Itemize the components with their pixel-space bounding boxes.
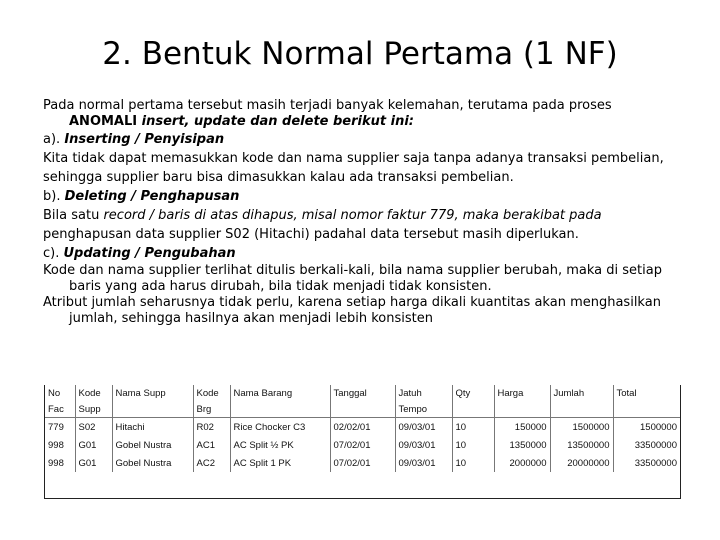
table-row	[45, 436, 680, 454]
header-cell: Harga	[494, 385, 550, 401]
header-cell: Kode	[193, 385, 230, 401]
section-b-text-1: Bila satu	[43, 208, 104, 223]
section-c-prefix: c).	[43, 246, 64, 261]
slide-body	[43, 98, 683, 327]
invoice-table-container	[44, 385, 681, 499]
table-cell: Hitachi	[112, 418, 193, 437]
table-cell: 10	[452, 454, 494, 472]
table-cell: 998	[45, 436, 75, 454]
table-cell: 09/03/01	[395, 454, 452, 472]
slide-title: 2. Bentuk Normal Pertama (1 NF)	[102, 36, 618, 72]
section-a-prefix: a).	[43, 132, 65, 147]
header-cell: Jumlah	[550, 385, 613, 401]
table-cell: G01	[75, 454, 112, 472]
table-cell: 07/02/01	[330, 436, 395, 454]
intro-paragraph	[43, 98, 683, 130]
anomali-list: insert, update dan delete berikut ini:	[141, 114, 414, 129]
header-cell	[494, 401, 550, 418]
header-cell: Tempo	[395, 401, 452, 418]
header-cell: Nama Supp	[112, 385, 193, 401]
table-cell: 998	[45, 454, 75, 472]
table-header-row-1	[45, 385, 680, 401]
table-cell: S02	[75, 418, 112, 437]
section-c-text: Kode dan nama supplier terlihat ditulis berkali-kali, bila nama supplier berubah, maka di setiap baris yang ada harus dirubah, bila tidak menjadi tidak konsisten.	[43, 263, 662, 294]
table-cell: 2000000	[494, 454, 550, 472]
table-row	[45, 418, 680, 437]
header-cell: Jatuh	[395, 385, 452, 401]
header-cell	[112, 401, 193, 418]
section-b-heading	[43, 187, 683, 206]
table-cell: Rice Chocker C3	[230, 418, 330, 437]
table-cell: 02/02/01	[330, 418, 395, 437]
header-cell: Brg	[193, 401, 230, 418]
header-cell	[613, 401, 680, 418]
table-row	[45, 454, 680, 472]
table-cell: AC1	[193, 436, 230, 454]
section-b-prefix: b).	[43, 189, 65, 204]
section-a-title: Inserting / Penyisipan	[64, 132, 225, 147]
table-cell: AC Split 1 PK	[230, 454, 330, 472]
section-b-text-2: penghapusan data supplier S02 (Hitachi) padahal data tersebut masih diperlukan.	[43, 227, 579, 242]
header-cell	[230, 401, 330, 418]
table-cell: Gobel Nustra	[112, 436, 193, 454]
table-cell: 09/03/01	[395, 436, 452, 454]
intro-text: Pada normal pertama tersebut masih terjadi banyak kelemahan, terutama pada proses	[43, 98, 612, 113]
header-cell	[550, 401, 613, 418]
table-cell: 10	[452, 436, 494, 454]
table-cell: 1500000	[550, 418, 613, 437]
header-cell: Kode	[75, 385, 112, 401]
header-cell: No	[45, 385, 75, 401]
table-cell: 10	[452, 418, 494, 437]
header-cell: Fac	[45, 401, 75, 418]
table-header-row-2	[45, 401, 680, 418]
section-a-text: Kita tidak dapat memasukkan kode dan nama supplier saja tanpa adanya transaksi pembelian, sehingga supplier baru bisa dimasukkan kalau ada transaksi pembelian.	[43, 151, 664, 185]
table-cell: AC Split ½ PK	[230, 436, 330, 454]
table-cell: AC2	[193, 454, 230, 472]
section-b-title: Deleting / Penghapusan	[64, 189, 240, 204]
table-cell: 20000000	[550, 454, 613, 472]
table-cell: 1500000	[640, 421, 677, 433]
table-cell: 07/02/01	[330, 454, 395, 472]
header-cell: Tanggal	[330, 385, 395, 401]
section-d-text: Atribut jumlah seharusnya tidak perlu, karena setiap harga dikali kuantitas akan menghasilkan jumlah, sehingga hasilnya akan menjadi lebih konsisten	[43, 295, 661, 326]
anomali-label: ANOMALI	[69, 114, 142, 129]
table-cell: 13500000	[550, 436, 613, 454]
section-a-heading	[43, 130, 683, 149]
table-cell: Gobel Nustra	[112, 454, 193, 472]
table-cell: 33500000	[634, 439, 677, 451]
section-b-text-italic: record / baris di atas dihapus, misal nomor faktur 779, maka berakibat pada	[103, 208, 602, 223]
invoice-table	[45, 385, 680, 472]
header-cell: Total	[616, 387, 637, 399]
header-cell: Supp	[75, 401, 112, 418]
table-cell: 1350000	[494, 436, 550, 454]
table-cell: 150000	[494, 418, 550, 437]
table-cell: 779	[45, 418, 75, 437]
header-cell	[330, 401, 395, 418]
section-c-title: Updating / Pengubahan	[63, 246, 236, 261]
table-cell: G01	[75, 436, 112, 454]
table-cell: 33500000	[634, 457, 677, 469]
header-cell: Nama Barang	[230, 385, 330, 401]
header-cell	[452, 401, 494, 418]
header-cell: Qty	[452, 385, 494, 401]
table-cell: 09/03/01	[395, 418, 452, 437]
section-c-heading	[43, 244, 683, 263]
section-b-text	[43, 206, 683, 244]
table-cell: R02	[193, 418, 230, 437]
